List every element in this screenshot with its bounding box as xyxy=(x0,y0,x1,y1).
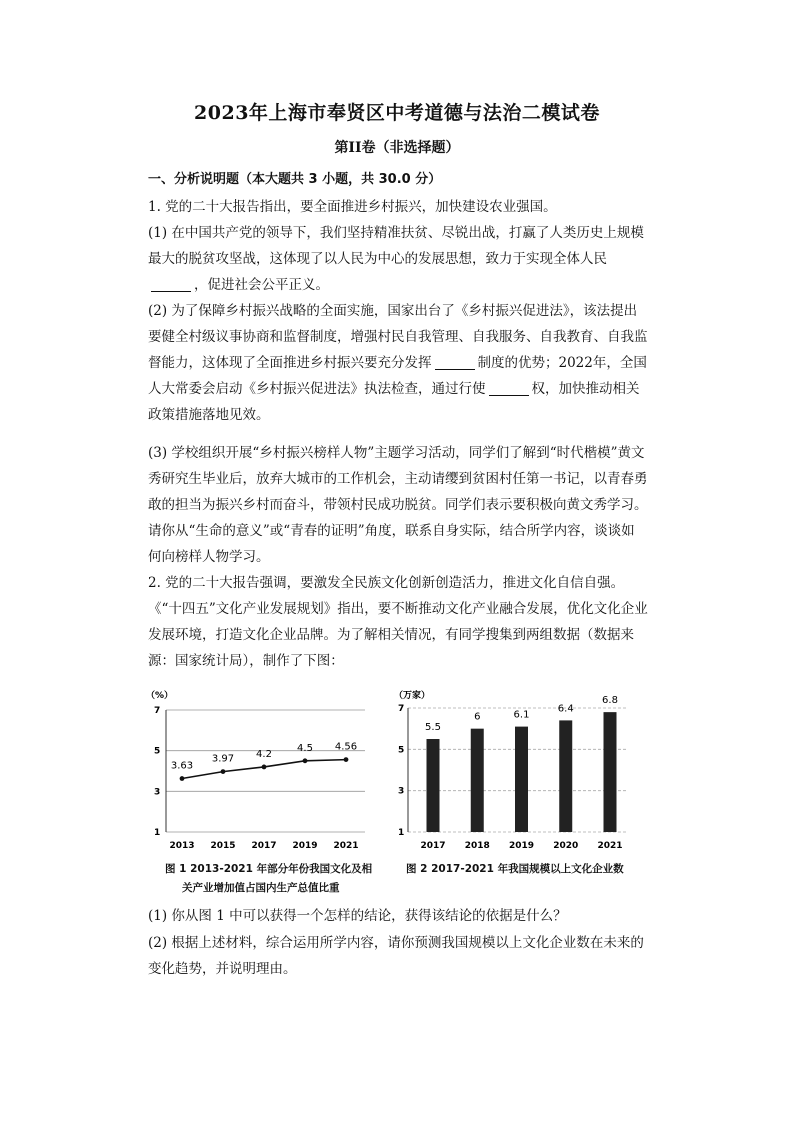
figure-2-bar-chart xyxy=(386,684,636,856)
page-subtitle: 第II卷（非选择题） xyxy=(334,140,460,156)
data-label: 6.8 xyxy=(602,695,618,707)
bar xyxy=(471,729,484,832)
data-label: 4.2 xyxy=(256,748,272,760)
y-tick-label: 3 xyxy=(398,786,405,797)
figure-1-caption-line1: 图 1 2013-2021 年部分年份我国文化及相 xyxy=(165,863,373,875)
q1-part2-text-c: 权，加快推动相关政策措施落地见效。 xyxy=(148,381,640,423)
x-tick-label: 2019 xyxy=(508,841,535,851)
data-label: 4.56 xyxy=(334,741,358,753)
y-tick-label: 7 xyxy=(154,706,161,716)
y-axis-unit: （万家） xyxy=(394,691,431,701)
q2-sub1: (1) 你从图 1 中可以获得一个怎样的结论，获得该结论的依据是什么？ xyxy=(148,908,567,924)
y-tick-label: 1 xyxy=(398,828,405,838)
answer-blank xyxy=(435,355,475,370)
q2-stem: 2. 党的二十大报告强调，要激发全民族文化创新创造活力，推进文化自信自强。《“十四五”文化产业发展规划》指出，要不断推动文化产业融合发展，优化文化企业发展环境，打造文化企业品牌。为了解相关情况，有同学搜集到两组数据（数据来源：国家统计局），制作了下图： xyxy=(148,575,648,669)
q1-part3: (3) 学校组织开展“乡村振兴榜样人物”主题学习活动，同学们了解到“时代楷模”黄文秀研究生毕业后，放弃大城市的工作机会，主动请缨到贫困村任第一书记，以青春勇敢的担当为振兴乡村而奋斗，带领村民成功脱贫。同学们表示要积极向黄文秀学习。请你从“生命的意义”或“青春的证明”角度，联系自身实际，结合所学内容，谈谈如何向榜样人物学习。 xyxy=(148,445,648,565)
bar xyxy=(559,720,572,832)
data-label: 6.1 xyxy=(513,709,530,721)
x-tick-label: 2021 xyxy=(333,841,359,851)
section-heading: 一、分析说明题（本大题共 3 小题，共 30.0 分） xyxy=(148,172,442,187)
q1-stem: 1. 党的二十大报告指出，要全面推进乡村振兴，加快建设农业强国。 xyxy=(148,199,557,215)
page-title: 2023年上海市奉贤区中考道德与法治二模试卷 xyxy=(194,102,600,124)
x-tick-label: 2018 xyxy=(464,841,490,851)
q1-part2-text-a: (2) 为了保障乡村振兴战略的全面实施，国家出台了《乡村振兴促进法》，该法提出要健全村级议事协商和监督制度，增强村民自我管理、自我服务、自我教育、自我监督能力，这体现了全面推进乡村振兴要充分发挥 xyxy=(148,303,648,371)
data-point xyxy=(344,757,349,762)
x-tick-label: 2013 xyxy=(169,841,195,851)
data-point xyxy=(303,758,308,763)
figure-1-caption xyxy=(165,860,395,898)
q1-part1-text-b: ，促进社会公平正义。 xyxy=(194,277,329,293)
x-tick-label: 2019 xyxy=(292,841,318,851)
y-tick-label: 1 xyxy=(154,828,161,838)
figure-1-caption-line2: 关产业增加值占国内生产总值比重 xyxy=(182,882,340,894)
figure-2-caption: 图 2 2017-2021 年我国规模以上文化企业数 xyxy=(406,863,624,875)
data-label: 6.4 xyxy=(557,703,574,715)
answer-blank xyxy=(151,277,191,292)
bar xyxy=(427,739,440,832)
y-axis-unit: （%） xyxy=(146,691,174,701)
bar xyxy=(604,712,617,832)
data-label: 5.5 xyxy=(425,722,441,733)
q2-sub2: (2) 根据上述材料，综合运用所学内容，请你预测我国规模以上文化企业数在未来的变化趋势，并说明理由。 xyxy=(148,935,644,977)
bar xyxy=(515,727,528,832)
y-tick-label: 5 xyxy=(154,746,161,757)
q1-part2 xyxy=(148,298,648,428)
answer-blank xyxy=(489,381,529,396)
q1-part1-text-a: (1) 在中国共产党的领导下，我们坚持精准扶贫、尽锐出战，打赢了人类历史上规模最大的脱贫攻坚战，这体现了以人民为中心的发展思想，致力于实现全体人民 xyxy=(148,225,644,267)
data-point xyxy=(262,765,267,770)
data-label: 3.97 xyxy=(211,753,235,765)
y-tick-label: 7 xyxy=(398,704,405,714)
figure-1-line-chart xyxy=(140,684,375,856)
x-tick-label: 2015 xyxy=(210,841,236,851)
x-tick-label: 2021 xyxy=(597,841,623,851)
q1-part2-text-b: 制度的优势；2022年，全国人大常委会启动《乡村振兴促进法》执法检查，通过行使 xyxy=(148,355,647,397)
x-tick-label: 2020 xyxy=(553,841,579,851)
q1-part1 xyxy=(148,220,648,298)
y-tick-label: 5 xyxy=(398,745,405,756)
data-point xyxy=(180,776,185,781)
x-tick-label: 2017 xyxy=(251,841,277,851)
data-label: 4.5 xyxy=(297,742,313,754)
data-label: 3.63 xyxy=(170,760,194,772)
data-point xyxy=(221,769,226,774)
y-tick-label: 3 xyxy=(154,787,161,798)
data-label: 6 xyxy=(474,711,481,723)
x-tick-label: 2017 xyxy=(420,841,446,851)
